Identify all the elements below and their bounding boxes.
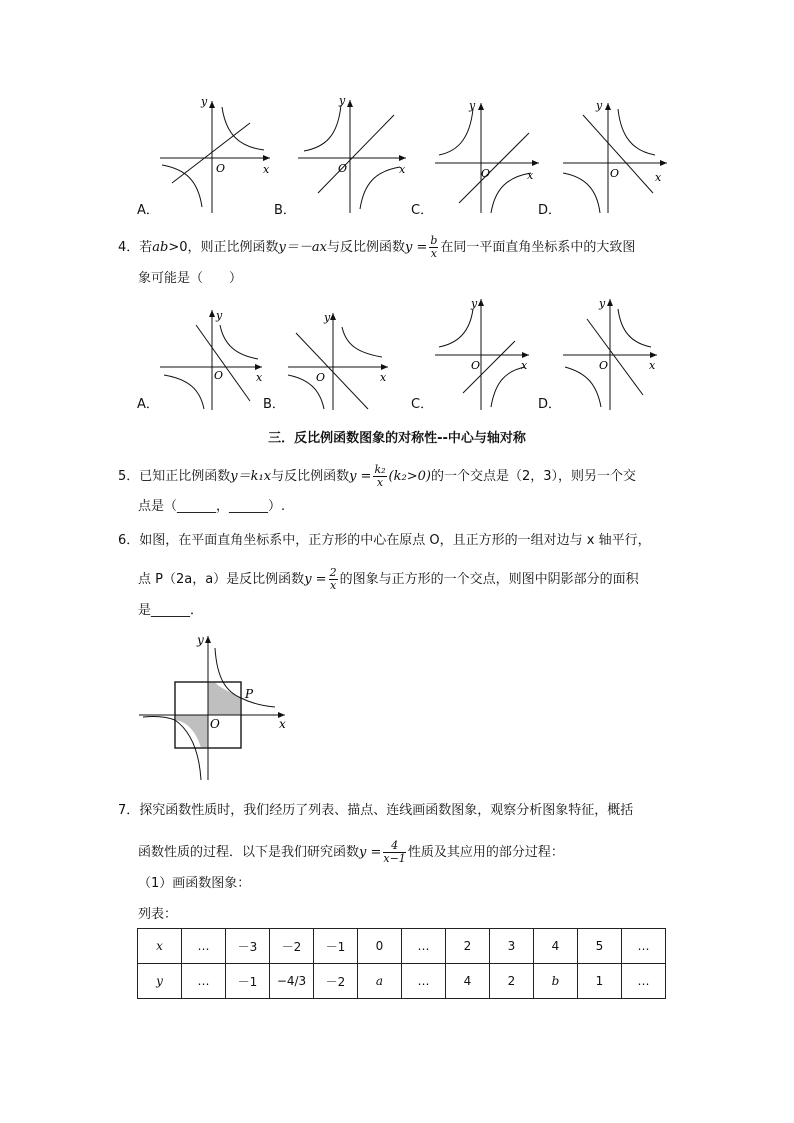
table-cell: －3 bbox=[226, 929, 270, 964]
table-cell: … bbox=[182, 964, 226, 999]
q3-graph-b bbox=[298, 95, 413, 215]
q5-fraction bbox=[373, 464, 386, 489]
q6-number: 6． bbox=[118, 533, 140, 548]
q5-frac-num: k₂ bbox=[374, 463, 386, 476]
q4-text-c: 与反比例函数 bbox=[326, 240, 405, 255]
q6-fraction bbox=[329, 567, 338, 592]
table-cell: －1 bbox=[226, 964, 270, 999]
table-row-x bbox=[138, 929, 666, 964]
table-cell: … bbox=[622, 929, 666, 964]
q4-fraction bbox=[429, 235, 438, 260]
q7-number: 7． bbox=[118, 803, 140, 818]
q4-line2: 象可能是（ ） bbox=[138, 271, 243, 286]
q3-graph-a bbox=[160, 95, 275, 215]
y-axis-label: y bbox=[216, 309, 223, 322]
q4-func1: y＝－ax bbox=[278, 240, 327, 255]
x-axis-label: x bbox=[655, 171, 662, 184]
q4-graph-c bbox=[435, 295, 545, 413]
shaded-region-top-right bbox=[208, 682, 241, 715]
table-cell: … bbox=[402, 929, 446, 964]
shaded-region-bottom-left bbox=[175, 715, 208, 748]
q7-value-table bbox=[137, 928, 666, 999]
q3-option-a: A． bbox=[137, 203, 159, 218]
origin-label: O bbox=[481, 167, 491, 180]
q4-graph-a bbox=[160, 305, 270, 413]
q4-option-c: C． bbox=[411, 397, 434, 412]
q3-option-c: C． bbox=[411, 203, 434, 218]
y-axis-label: y bbox=[471, 297, 478, 310]
origin-label: O bbox=[216, 162, 226, 175]
x-axis-label: x bbox=[399, 163, 406, 176]
q6-line1 bbox=[118, 533, 651, 549]
table-cell: −4/3 bbox=[270, 964, 314, 999]
y-axis-label: y bbox=[197, 633, 204, 647]
q4-frac-den: x bbox=[430, 247, 437, 260]
table-cell: 3 bbox=[490, 929, 534, 964]
point-p-label: P bbox=[245, 687, 254, 701]
q4-graph-d bbox=[563, 295, 673, 413]
table-cell: 4 bbox=[534, 929, 578, 964]
table-cell: 2 bbox=[446, 929, 490, 964]
q6-figure bbox=[135, 630, 295, 782]
q7-sub1: （1）画函数图象： bbox=[138, 876, 251, 891]
q7-frac-num: 4 bbox=[383, 840, 405, 853]
q6-line2 bbox=[138, 567, 639, 592]
q6-func-lhs: y = bbox=[304, 572, 327, 587]
q5-number: 5． bbox=[118, 469, 140, 484]
table-cell: 2 bbox=[490, 964, 534, 999]
table-cell: 5 bbox=[578, 929, 622, 964]
origin-label: O bbox=[599, 359, 609, 372]
q5-func1: y＝k₁x bbox=[230, 469, 272, 484]
x-axis-label: x bbox=[263, 163, 270, 176]
q6-line2-a: 点 P（2a，a）是反比例函数 bbox=[138, 572, 305, 587]
origin-label: O bbox=[471, 359, 481, 372]
table-cell: 0 bbox=[358, 929, 402, 964]
table-cell: 1 bbox=[578, 964, 622, 999]
table-cell: b bbox=[534, 964, 578, 999]
q5-frac-den: x bbox=[376, 476, 384, 489]
table-cell: … bbox=[622, 964, 666, 999]
y-axis-label: y bbox=[201, 95, 208, 108]
y-axis-label: y bbox=[599, 297, 606, 310]
x-axis-label: x bbox=[380, 371, 387, 384]
table-cell: y bbox=[138, 964, 182, 999]
origin-label: O bbox=[316, 371, 326, 384]
q7-list-label: 列表： bbox=[138, 907, 178, 922]
q3-option-d: D． bbox=[538, 203, 562, 218]
q6-line1-text: 如图，在平面直角坐标系中，正方形的中心在原点 O，且正方形的一组对边与 x 轴平行， bbox=[139, 533, 651, 548]
table-cell: －1 bbox=[314, 929, 358, 964]
x-axis-label: x bbox=[521, 359, 528, 372]
y-axis-label: y bbox=[469, 99, 476, 112]
y-axis-label: y bbox=[339, 95, 346, 107]
q7-line2 bbox=[138, 840, 564, 865]
table-cell: a bbox=[358, 964, 402, 999]
section-3-title: 三．反比例函数图象的对称性--中心与轴对称 bbox=[268, 431, 526, 446]
q5-cond: (k₂>0) bbox=[388, 469, 431, 484]
q4-func2-lhs: y = bbox=[405, 240, 428, 255]
q6-line3: 是______． bbox=[138, 603, 204, 618]
q6-line2-b: 的图象与正方形的一个交点，则图中阴影部分的面积 bbox=[339, 572, 639, 587]
q3-graph-c bbox=[435, 95, 550, 215]
q4-option-a: A． bbox=[137, 397, 159, 412]
q6-frac-num: 2 bbox=[329, 566, 337, 579]
q4-cond-var: ab bbox=[152, 240, 169, 255]
q5-text-b: 与反比例函数 bbox=[271, 469, 350, 484]
table-cell: … bbox=[402, 964, 446, 999]
q5-line1 bbox=[118, 464, 636, 489]
q5-func2-lhs: y = bbox=[349, 469, 372, 484]
q4-text-d: 在同一平面直角坐标系中的大致图 bbox=[440, 240, 636, 255]
y-axis-label: y bbox=[596, 99, 603, 112]
table-cell: －2 bbox=[314, 964, 358, 999]
q4-line1 bbox=[118, 235, 635, 260]
q7-line2-a: 函数性质的过程．以下是我们研究函数 bbox=[138, 845, 360, 860]
x-axis-label: x bbox=[256, 371, 263, 384]
q7-frac-den: x−1 bbox=[383, 852, 406, 865]
q5-text-c: 的一个交点是（2，3），则另一个交 bbox=[430, 469, 636, 484]
q4-graph-b bbox=[288, 305, 398, 413]
x-axis-label: x bbox=[279, 717, 286, 731]
q7-line1-text: 探究函数性质时，我们经历了列表、描点、连线画函数图象，观察分析图象特征，概括 bbox=[139, 803, 634, 818]
origin-label: O bbox=[338, 162, 348, 175]
table-cell: －2 bbox=[270, 929, 314, 964]
origin-label: O bbox=[214, 369, 224, 382]
q4-option-d: D． bbox=[538, 397, 562, 412]
q4-text-b: >0，则正比例函数 bbox=[168, 240, 279, 255]
q4-text-a: 若 bbox=[139, 240, 153, 255]
q4-frac-num: b bbox=[430, 234, 438, 247]
table-row-y bbox=[138, 964, 666, 999]
q5-line2: 点是（______，______）. bbox=[138, 499, 286, 514]
origin-label: O bbox=[210, 717, 220, 731]
q3-graph-d bbox=[563, 95, 678, 215]
x-axis-label: x bbox=[527, 169, 534, 182]
q4-option-b: B． bbox=[263, 397, 285, 412]
q4-number: 4． bbox=[118, 240, 140, 255]
q7-func-lhs: y = bbox=[359, 845, 382, 860]
q6-frac-den: x bbox=[329, 579, 337, 592]
q5-text-a: 已知正比例函数 bbox=[139, 469, 231, 484]
q7-fraction bbox=[383, 840, 405, 865]
q3-option-b: B． bbox=[274, 203, 296, 218]
table-cell: … bbox=[182, 929, 226, 964]
x-axis-label: x bbox=[649, 359, 656, 372]
table-cell: x bbox=[138, 929, 182, 964]
q7-line1 bbox=[118, 803, 633, 819]
origin-label: O bbox=[610, 167, 620, 180]
q7-line2-b: 性质及其应用的部分过程： bbox=[407, 845, 564, 860]
table-cell: 4 bbox=[446, 964, 490, 999]
y-axis-label: y bbox=[324, 311, 331, 324]
